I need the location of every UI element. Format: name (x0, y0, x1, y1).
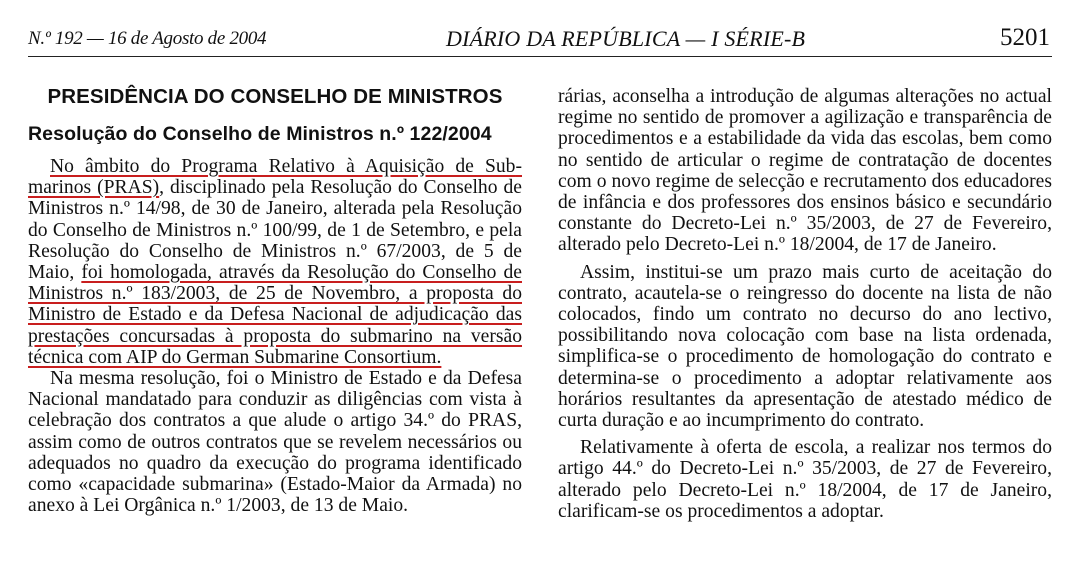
section-title: PRESIDÊNCIA DO CONSELHO DE MINISTROS (47, 85, 503, 108)
paragraph-2: Na mesma resolução, foi o Ministro de Estado e da Defesa Nacional mandatado para conduzir as diligências com vista à celebração dos contratos a que alude o artigo 34.º do PRAS, assim como de outros contratos que se revelem necessários ou adequados no quadro da execução do programa identificado como «capacidade submarina» (Estado-Maior da Armada) no anexo à Lei Orgânica n.º 1/2003, de 13 de Maio. (28, 368, 522, 517)
journal-title: DIÁRIO DA REPÚBLICA — I SÉRIE-B (446, 26, 806, 51)
paragraph-2: Assim, institui-se um prazo mais curto de aceitação do contrato, acautela-se o reingresso do docente na lista de não colocados, findo um contrato no decurso do ano lectivo, possibilitando nova colocação com base na lista ordenada, simplifica-se o procedimento de homologação do contrato e determina-se o procedimento a adoptar relativamente aos horários resultantes da apresentação de atestado médico de curta duração e ao incumprimento do contrato. (558, 261, 1052, 432)
paragraph-continued: rárias, aconselha a introdução de algumas alterações no actual regime no sentido de promover a agilização e transparência de procedimentos e a estabilidade da vida das escolas, bem como no sentido de articular o regime de contratação de docentes com o novo regime de selecção e recrutamento dos educadores de infância e dos professores dos ensinos básico e secundário constante do Decreto-Lei n.º 35/2003, de 27 de Fevereiro, alterado pelo Decreto-Lei n.º 18/2004, de 17 de Janeiro. (558, 86, 1052, 256)
resolution-title: Resolução do Conselho de Ministros n.º 122/2004 (28, 123, 492, 145)
page-header (28, 24, 1052, 57)
highlighted-text: foi homologada, através da Resolução do Conselho de Ministros n.º 183/2003, de 25 de Novembro, a proposta do Ministro de Estado e da Defesa Nacional de adjudicação das prestações concursadas à proposta do submarino na versão técnica com AIP do German Submarine Consortium. (28, 262, 522, 368)
left-column (28, 82, 522, 582)
paragraph-1 (28, 156, 522, 368)
highlighted-text: No âmbito do Programa Relativo à Aquisição de Submarinos (PRAS) (28, 156, 522, 199)
paragraph-text: , disciplinado pela Resolução do Conselho de Ministros n.º 14/98, de 30 de Janeiro, alterada pela Resolução do Conselho de Ministros n.º 100/99, de 1 de Setembro, e pela Resolução do Conselho de Ministros n.º 67/2003, de 5 de Maio, (28, 177, 522, 284)
paragraph-3: Relativamente à oferta de escola, a realizar nos termos do artigo 44.º do Decreto-Lei n.º 35/2003, de 27 de Fevereiro, alterado pelo Decreto-Lei n.º 18/2004, de 17 de Janeiro, clarificam-se os procedimentos a adoptar. (558, 437, 1052, 522)
page-number: 5201 (1000, 24, 1050, 51)
issue-number: N.º 192 — 16 de Agosto de 2004 (28, 28, 267, 49)
right-column (558, 86, 1052, 586)
